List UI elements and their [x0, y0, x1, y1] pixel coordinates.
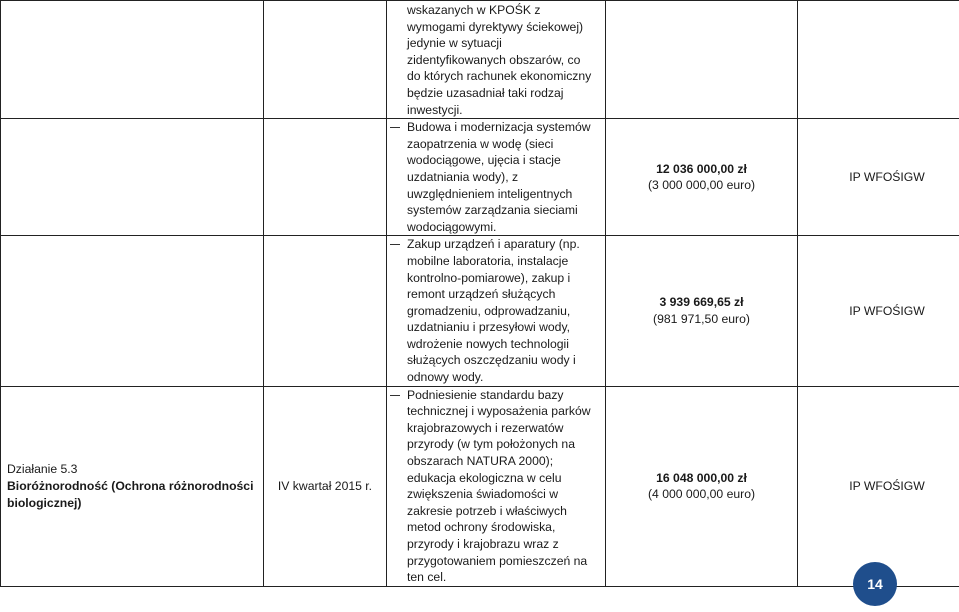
- table-row: [1, 119, 959, 236]
- description-cell: [387, 1, 606, 119]
- cost-pln: 3 939 669,65 zł: [659, 295, 744, 310]
- description-text: Budowa i modernizacja systemów zaopatrzenia w wodę (sieci wodociągowe, ujęcia i stacje uzdatniania wody), z uwzględnieniem inteligentnych systemów zarządzania sieciami wodociągowymi.: [407, 120, 591, 234]
- cost-cell: [606, 119, 798, 236]
- action-cell: [1, 119, 264, 236]
- institution-cell: [798, 119, 959, 236]
- institution-text: IP WFOŚIGW: [849, 303, 925, 318]
- dash-bullet-icon: [390, 244, 400, 245]
- cost-cell: [606, 386, 798, 586]
- page-number-badge: 14: [853, 562, 897, 606]
- institution-cell: [798, 386, 959, 586]
- description-cell: [387, 236, 606, 386]
- institution-text: IP WFOŚIGW: [849, 169, 925, 184]
- description-text: Zakup urządzeń i aparatury (np. mobilne laboratoria, instalacje kontrolno-pomiarowe), zakup i remont urządzeń służących gromadzeniu, odprowadzaniu, uzdatnianiu i przesyłowi wody, wdrożenie nowych technologii służących oszczędzaniu wody i odnowy wody.: [407, 237, 580, 385]
- table-row: [1, 386, 959, 586]
- date-text: IV kwartał 2015 r.: [277, 478, 373, 493]
- cost-eur: (3 000 000,00 euro): [647, 178, 756, 193]
- action-cell: [1, 1, 264, 119]
- institution-cell: [798, 1, 959, 119]
- date-cell: [264, 386, 387, 586]
- action-cell: [1, 236, 264, 386]
- cost-cell: [606, 236, 798, 386]
- action-title: Bioróżnorodność (Ochrona różnorodności biologicznej): [7, 478, 254, 510]
- date-cell: [264, 1, 387, 119]
- cost-cell: [606, 1, 798, 119]
- dash-bullet-icon: [390, 395, 400, 396]
- action-cell: [1, 386, 264, 586]
- cost-pln: 16 048 000,00 zł: [656, 470, 747, 485]
- date-cell: [264, 236, 387, 386]
- cost-pln: 12 036 000,00 zł: [656, 161, 747, 176]
- dash-bullet-icon: [390, 127, 400, 128]
- description-cell: [387, 386, 606, 586]
- date-cell: [264, 119, 387, 236]
- table-row: [1, 236, 959, 386]
- cost-eur: (4 000 000,00 euro): [647, 487, 756, 502]
- table-row: [1, 1, 959, 119]
- institution-cell: [798, 236, 959, 386]
- cost-eur: (981 971,50 euro): [653, 311, 750, 326]
- institution-text: IP WFOŚIGW: [849, 478, 925, 493]
- description-cell: [387, 119, 606, 236]
- description-text: Podniesienie standardu bazy technicznej i wyposażenia parków krajobrazowych i rezerwatów przyrody (w tym położonych na obszarach NATURA 2000); edukacja ekologiczna w celu zwiększenia świadomości w zakresie potrzeb i właściwych metod ochrony środowiska, przyrody i krajobrazu wraz z przygotowaniem pomieszczeń na ten cel.: [407, 387, 591, 585]
- action-number: Działanie 5.3: [7, 462, 78, 477]
- description-text: wskazanych w KPOŚK z wymogami dyrektywy ściekowej) jedynie w sytuacji zidentyfikowanych obszarów, co do których rachunek ekonomiczny będzie uzasadniał taki rodzaj inwestycji.: [407, 3, 592, 117]
